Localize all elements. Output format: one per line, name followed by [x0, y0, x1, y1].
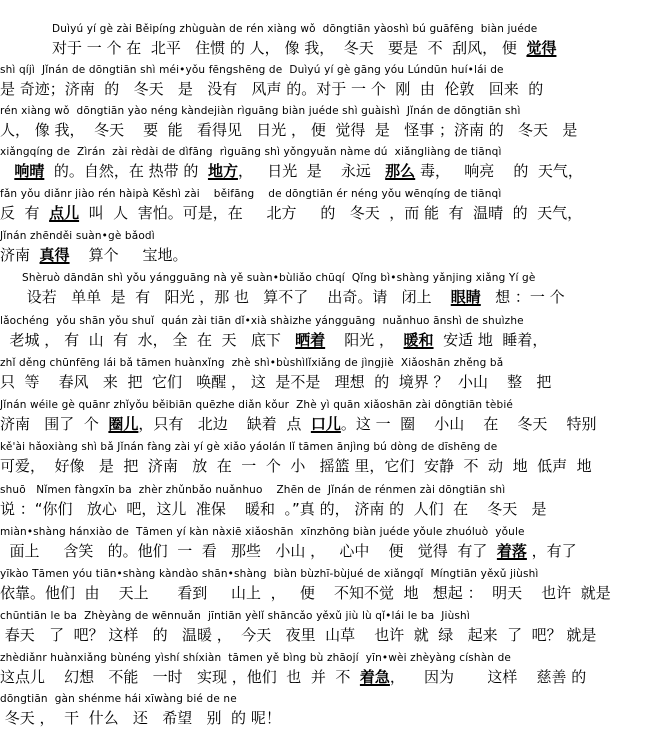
hanzi-segment: 阳光 ，	[325, 331, 404, 349]
hanzi-segment: 老城 ， 有 山 有 水， 全 在 天 底下	[0, 331, 296, 349]
passage-line	[0, 691, 654, 733]
hanzi-line	[0, 328, 654, 352]
hanzi-segment: 毒， 响亮 的 天气，	[415, 162, 583, 180]
key-word: 暖和	[403, 331, 434, 349]
hanzi-line	[0, 159, 654, 183]
pinyin-line: Jǐnán zhēnděi suàn•gè bǎodì	[0, 230, 155, 242]
passage-line	[0, 397, 654, 439]
hanzi-line	[0, 454, 654, 478]
hanzi-segment: 依靠。他们 由 天上 看到 山上 ， 便 不知不觉 地 想起 ： 明天 也许 就是	[0, 584, 611, 602]
passage-line	[0, 228, 654, 270]
hanzi-line	[0, 243, 654, 267]
hanzi-segment: 反 有	[0, 204, 50, 222]
pinyin-line: zhǐ děng chūnfēng lái bǎ tāmen huànxǐng zhè shì•bùshìlǐxiǎng de jìngjiè Xiǎoshān zhěng bǎ	[0, 357, 504, 369]
key-word: 着落	[496, 542, 527, 560]
pinyin-line: kě'ài hǎoxiàng shì bǎ Jǐnán fàng zài yí gè xiǎo yáolán lǐ tāmen ānjìng bú dòng de dīshēng de	[0, 441, 498, 453]
pinyin-line: dōngtiān gàn shénme hái xīwàng bié de ne	[0, 693, 237, 705]
hanzi-line	[0, 36, 654, 60]
hanzi-segment: 算个 宝地。	[69, 246, 188, 264]
key-word: 那么	[385, 162, 416, 180]
hanzi-line	[0, 412, 654, 436]
passage-line	[0, 650, 654, 692]
pinyin-line: miàn•shàng hánxiào de Tāmen yí kàn nàxiē xiǎoshān xīnzhōng biàn juéde yǒule zhuóluò yǒule	[0, 526, 525, 538]
hanzi-segment: ，只有 北边 缺着 点	[138, 415, 311, 433]
hanzi-segment	[0, 162, 14, 180]
key-word: 着急	[359, 668, 390, 686]
passage-line	[0, 482, 654, 524]
passage-line	[0, 524, 654, 566]
hanzi-segment: 的。自然，在 热带 的	[44, 162, 208, 180]
passage-line	[0, 355, 654, 397]
pinyin-line: Shèruò dāndān shì yǒu yángguāng nà yě suàn•bùliǎo chūqí Qǐng bì•shàng yǎnjing xiǎng Yí gè	[22, 272, 536, 284]
key-word: 晒着	[295, 331, 326, 349]
hanzi-segment: 春天 了 吧？ 这样 的 温暖 ， 今天 夜里 山草 也许 就 绿 起来 了 吧？ 就是	[0, 626, 597, 644]
hanzi-segment: 冬天 ， 干 什么 还 希望 别 的 呢！	[0, 709, 281, 727]
hanzi-segment: 是 奇迹；济南 的 冬天 是 没有 风声 的。对于 一 个 刚 由 伦敦 回来 的	[0, 80, 544, 98]
passage-line	[0, 186, 654, 228]
hanzi-segment: 面上 含笑 的。他们 一 看 那些 小山 ， 心中 便 觉得 有了	[0, 542, 497, 560]
hanzi-segment: 这点儿 幻想 不能 一时 实现 ，他们 也 并 不	[0, 668, 360, 686]
hanzi-segment: 可爱， 好像 是 把 济南 放 在 一 个 小 摇篮 里，它们 安静 不 动 地 低声 地	[0, 457, 592, 475]
key-word: 圈儿	[108, 415, 139, 433]
passage-line	[0, 313, 654, 355]
hanzi-segment: 济南 围了 个	[0, 415, 109, 433]
hanzi-line	[0, 285, 654, 309]
key-word: 觉得	[526, 39, 557, 57]
hanzi-segment: 安适 地 睡着，	[433, 331, 548, 349]
hanzi-line	[0, 665, 654, 689]
passage-line	[0, 270, 654, 312]
pinyin-line: Duìyú yí gè zài Běipíng zhùguàn de rén xiàng wǒ dōngtiān yàoshì bú guāfēng biàn juéde	[52, 23, 538, 35]
key-word: 眼睛	[450, 288, 481, 306]
pinyin-line: xiǎngqíng de Zìrán zài rèdài de dìfāng rìguāng shì yǒngyuǎn nàme dú xiǎngliàng de tiānqì	[0, 146, 502, 158]
pinyin-line: zhèdiǎnr huànxiǎng bùnéng yìshí shíxiàn tāmen yě bìng bù zhāojí yīn•wèi zhèyàng císhàn de	[0, 652, 512, 664]
hanzi-line	[0, 201, 654, 225]
key-word: 真得	[39, 246, 70, 264]
hanzi-line	[0, 118, 654, 142]
key-word: 点儿	[49, 204, 80, 222]
passage-line	[0, 144, 654, 186]
hanzi-segment: 人， 像 我， 冬天 要 能 看得见 日光 ， 便 觉得 是 怪事 ；济南 的 冬天 是	[0, 121, 578, 139]
hanzi-segment: 想 ：一 个	[480, 288, 565, 306]
hanzi-segment: ， 日光 是 永远	[237, 162, 386, 180]
passage-line	[0, 439, 654, 481]
hanzi-segment: 设若 单单 是 有 阳光 ，那 也 算不了 出奇。请 闭上	[22, 288, 451, 306]
key-word: 口儿	[310, 415, 341, 433]
hanzi-segment: 叫 人 害怕。可是，在 北方 的 冬天 ，而 能 有 温晴 的 天气，	[79, 204, 583, 222]
hanzi-segment: 只 等 春风 来 把 它们 唤醒 ， 这 是不是 理想 的 境界 ？ 小山 整 把	[0, 373, 552, 391]
pinyin-line: chūntiān le ba Zhèyàng de wēnnuǎn jīntiān yèlǐ shāncǎo yěxǔ jiù lù qǐ•lái le ba Jiùshì	[0, 610, 470, 622]
hanzi-segment: 。这 一 圈 小山 在 冬天 特别	[340, 415, 597, 433]
hanzi-line	[0, 623, 654, 647]
pinyin-line: lǎochéng yǒu shān yǒu shuǐ quán zài tiān dǐ•xià shàizhe yángguāng nuǎnhuo ānshì de shuìzhe	[0, 315, 524, 327]
passage-line	[0, 566, 654, 608]
passage-line	[0, 21, 654, 63]
hanzi-line	[0, 706, 654, 730]
hanzi-segment: 济南	[0, 246, 40, 264]
passage-line	[0, 608, 654, 650]
hanzi-line	[0, 77, 654, 101]
hanzi-line	[0, 497, 654, 521]
hanzi-line	[0, 370, 654, 394]
pinyin-line: Jǐnán wéile gè quānr zhǐyǒu běibiān quēzhe diǎn kǒur Zhè yì quān xiǎoshān zài dōngtiān tèbié	[0, 399, 514, 411]
pinyin-line: shì qíjì Jǐnán de dōngtiān shì méi•yǒu fēngshēng de Duìyú yí gè gāng yóu Lúndūn huí•lái de	[0, 64, 504, 76]
hanzi-segment: ， 因为 这样 慈善 的	[389, 668, 587, 686]
passage-line	[0, 103, 654, 145]
hanzi-segment: 说 ：“你们 放心 吧，这儿 准保 暖和 。”真 的， 济南 的 人们 在 冬天 是	[0, 500, 547, 518]
pinyin-line: rén xiàng wǒ dōngtiān yào néng kàndejiàn rìguāng biàn juéde shì guàishì Jǐnán de dōngtiān shì	[0, 105, 521, 117]
hanzi-segment: ，有了	[526, 542, 577, 560]
hanzi-segment: 对于 一 个 在 北平 住惯 的 人， 像 我， 冬天 要是 不 刮风， 便	[52, 39, 527, 57]
key-word: 地方	[207, 162, 238, 180]
passage-line	[0, 62, 654, 104]
pinyin-line: fǎn yǒu diǎnr jiào rén hàipà Kěshì zài běifāng de dōngtiān ér néng yǒu wēnqíng de tiānqì	[0, 188, 502, 200]
pinyin-line: shuō Nǐmen fàngxīn ba zhèr zhǔnbǎo nuǎnhuo Zhēn de Jǐnán de rénmen zài dōngtiān shì	[0, 484, 506, 496]
key-word: 响晴	[14, 162, 45, 180]
hanzi-line	[0, 581, 654, 605]
pinyin-line: yīkào Tāmen yóu tiān•shàng kàndào shān•shàng biàn bùzhī-bùjué de xiǎngqǐ Míngtiān yěxǔ jiùshì	[0, 568, 539, 580]
hanzi-line	[0, 539, 654, 563]
